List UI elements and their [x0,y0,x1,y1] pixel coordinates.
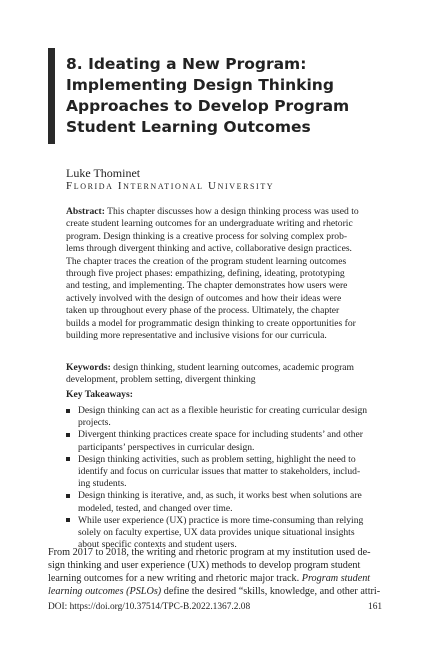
square-bullet-icon [66,457,70,461]
defined-term: learning outcomes (PSLOs) [48,586,162,597]
takeaway-line: Divergent thinking practices create space for including students’ and other [78,429,363,441]
square-bullet-icon [66,433,70,437]
abstract-line: building more representative and inclusive visions for our curricula. [66,330,327,342]
key-takeaways-list [66,405,386,551]
doi-link[interactable]: DOI: https://doi.org/10.37514/TPC-B.2022.1367.2.08 [48,602,251,612]
takeaway-line: projects. [78,417,111,429]
chapter-title-line: 8. Ideating a New Program: [66,55,307,73]
chapter-title-line: Student Learning Outcomes [66,118,311,136]
keywords-line [66,362,386,374]
takeaway-line: While user experience (UX) practice is more time-consuming than relying [78,514,364,526]
takeaway-line: Design thinking activities, such as problem setting, highlight the need to [78,453,356,465]
title-accent-bar [48,48,55,144]
takeaway-item [66,490,386,514]
square-bullet-icon [66,494,70,498]
takeaway-item [66,454,386,491]
square-bullet-icon [66,409,70,413]
abstract-label: Abstract: [66,206,105,217]
key-takeaways-heading: Key Takeaways: [66,389,133,400]
defined-term: Program student [301,573,371,584]
takeaway-item [66,405,386,429]
takeaway-line: participants’ perspectives in curricular design. [78,441,255,453]
abstract-line: through five project phases: empathizing, defining, ideating, prototyping [66,268,345,280]
takeaway-line: solely on faculty expertise, UX data provides unique situational insights [78,527,355,539]
abstract-line: create student learning outcomes for an undergraduate writing and rhetoric [66,218,353,230]
chapter-title [66,54,386,138]
keywords [66,362,386,387]
abstract-line: and testing, and implementing. The chapter demonstrates how users were [66,280,348,292]
author-affiliation: Florida International University [66,180,275,192]
keywords-line: development, problem setting, divergent thinking [66,374,256,386]
abstract-line: program. Design thinking is a creative process for solving complex prob- [66,230,348,242]
author-name: Luke Thominet [66,166,141,180]
abstract-line [66,206,386,218]
abstract-line: lems through divergent thinking and active, collaborative design practices. [66,243,352,255]
takeaway-line: ing students. [78,478,127,490]
body-line [48,585,388,598]
body-line: sign thinking and user experience (UX) methods to develop program student [48,560,361,571]
takeaway-line: about specific contexts and student users. [78,539,237,551]
square-bullet-icon [66,518,70,522]
takeaway-line: Design thinking is iterative, and, as such, it works best when solutions are [78,490,362,502]
body-text: define the desired “skills, knowledge, and other attri- [161,586,381,597]
page-number: 161 [368,602,383,612]
body-text: learning outcomes for a new writing and rhetoric major track. [48,573,302,584]
body-line: From 2017 to 2018, the writing and rhetoric program at my institution used de- [48,547,371,558]
abstract-text: This chapter discusses how a design thinking process was used to [104,206,359,217]
abstract [66,206,386,342]
body-line [48,572,388,585]
keywords-label: Keywords: [66,362,111,373]
takeaway-item [66,429,386,453]
body-paragraph [48,546,388,598]
chapter-title-line: Approaches to Develop Program [66,97,350,115]
takeaway-line: identify and focus on curricular issues that matter to stakeholders, includ- [78,466,361,478]
abstract-line: builds a model for programmatic design thinking to create opportunities for [66,317,356,329]
takeaway-line: modeled, tested, and changed over time. [78,502,233,514]
abstract-line: actively involved with the design of outcomes and how their ideas were [66,292,342,304]
keywords-text: design thinking, student learning outcomes, academic program [110,362,355,373]
abstract-line: The chapter traces the creation of the program student learning outcomes [66,255,347,267]
takeaway-line: Design thinking can act as a flexible heuristic for creating curricular design [78,405,368,416]
abstract-line: taken up throughout every phase of the process. Ultimately, the chapter [66,305,340,317]
chapter-title-line: Implementing Design Thinking [66,76,334,94]
